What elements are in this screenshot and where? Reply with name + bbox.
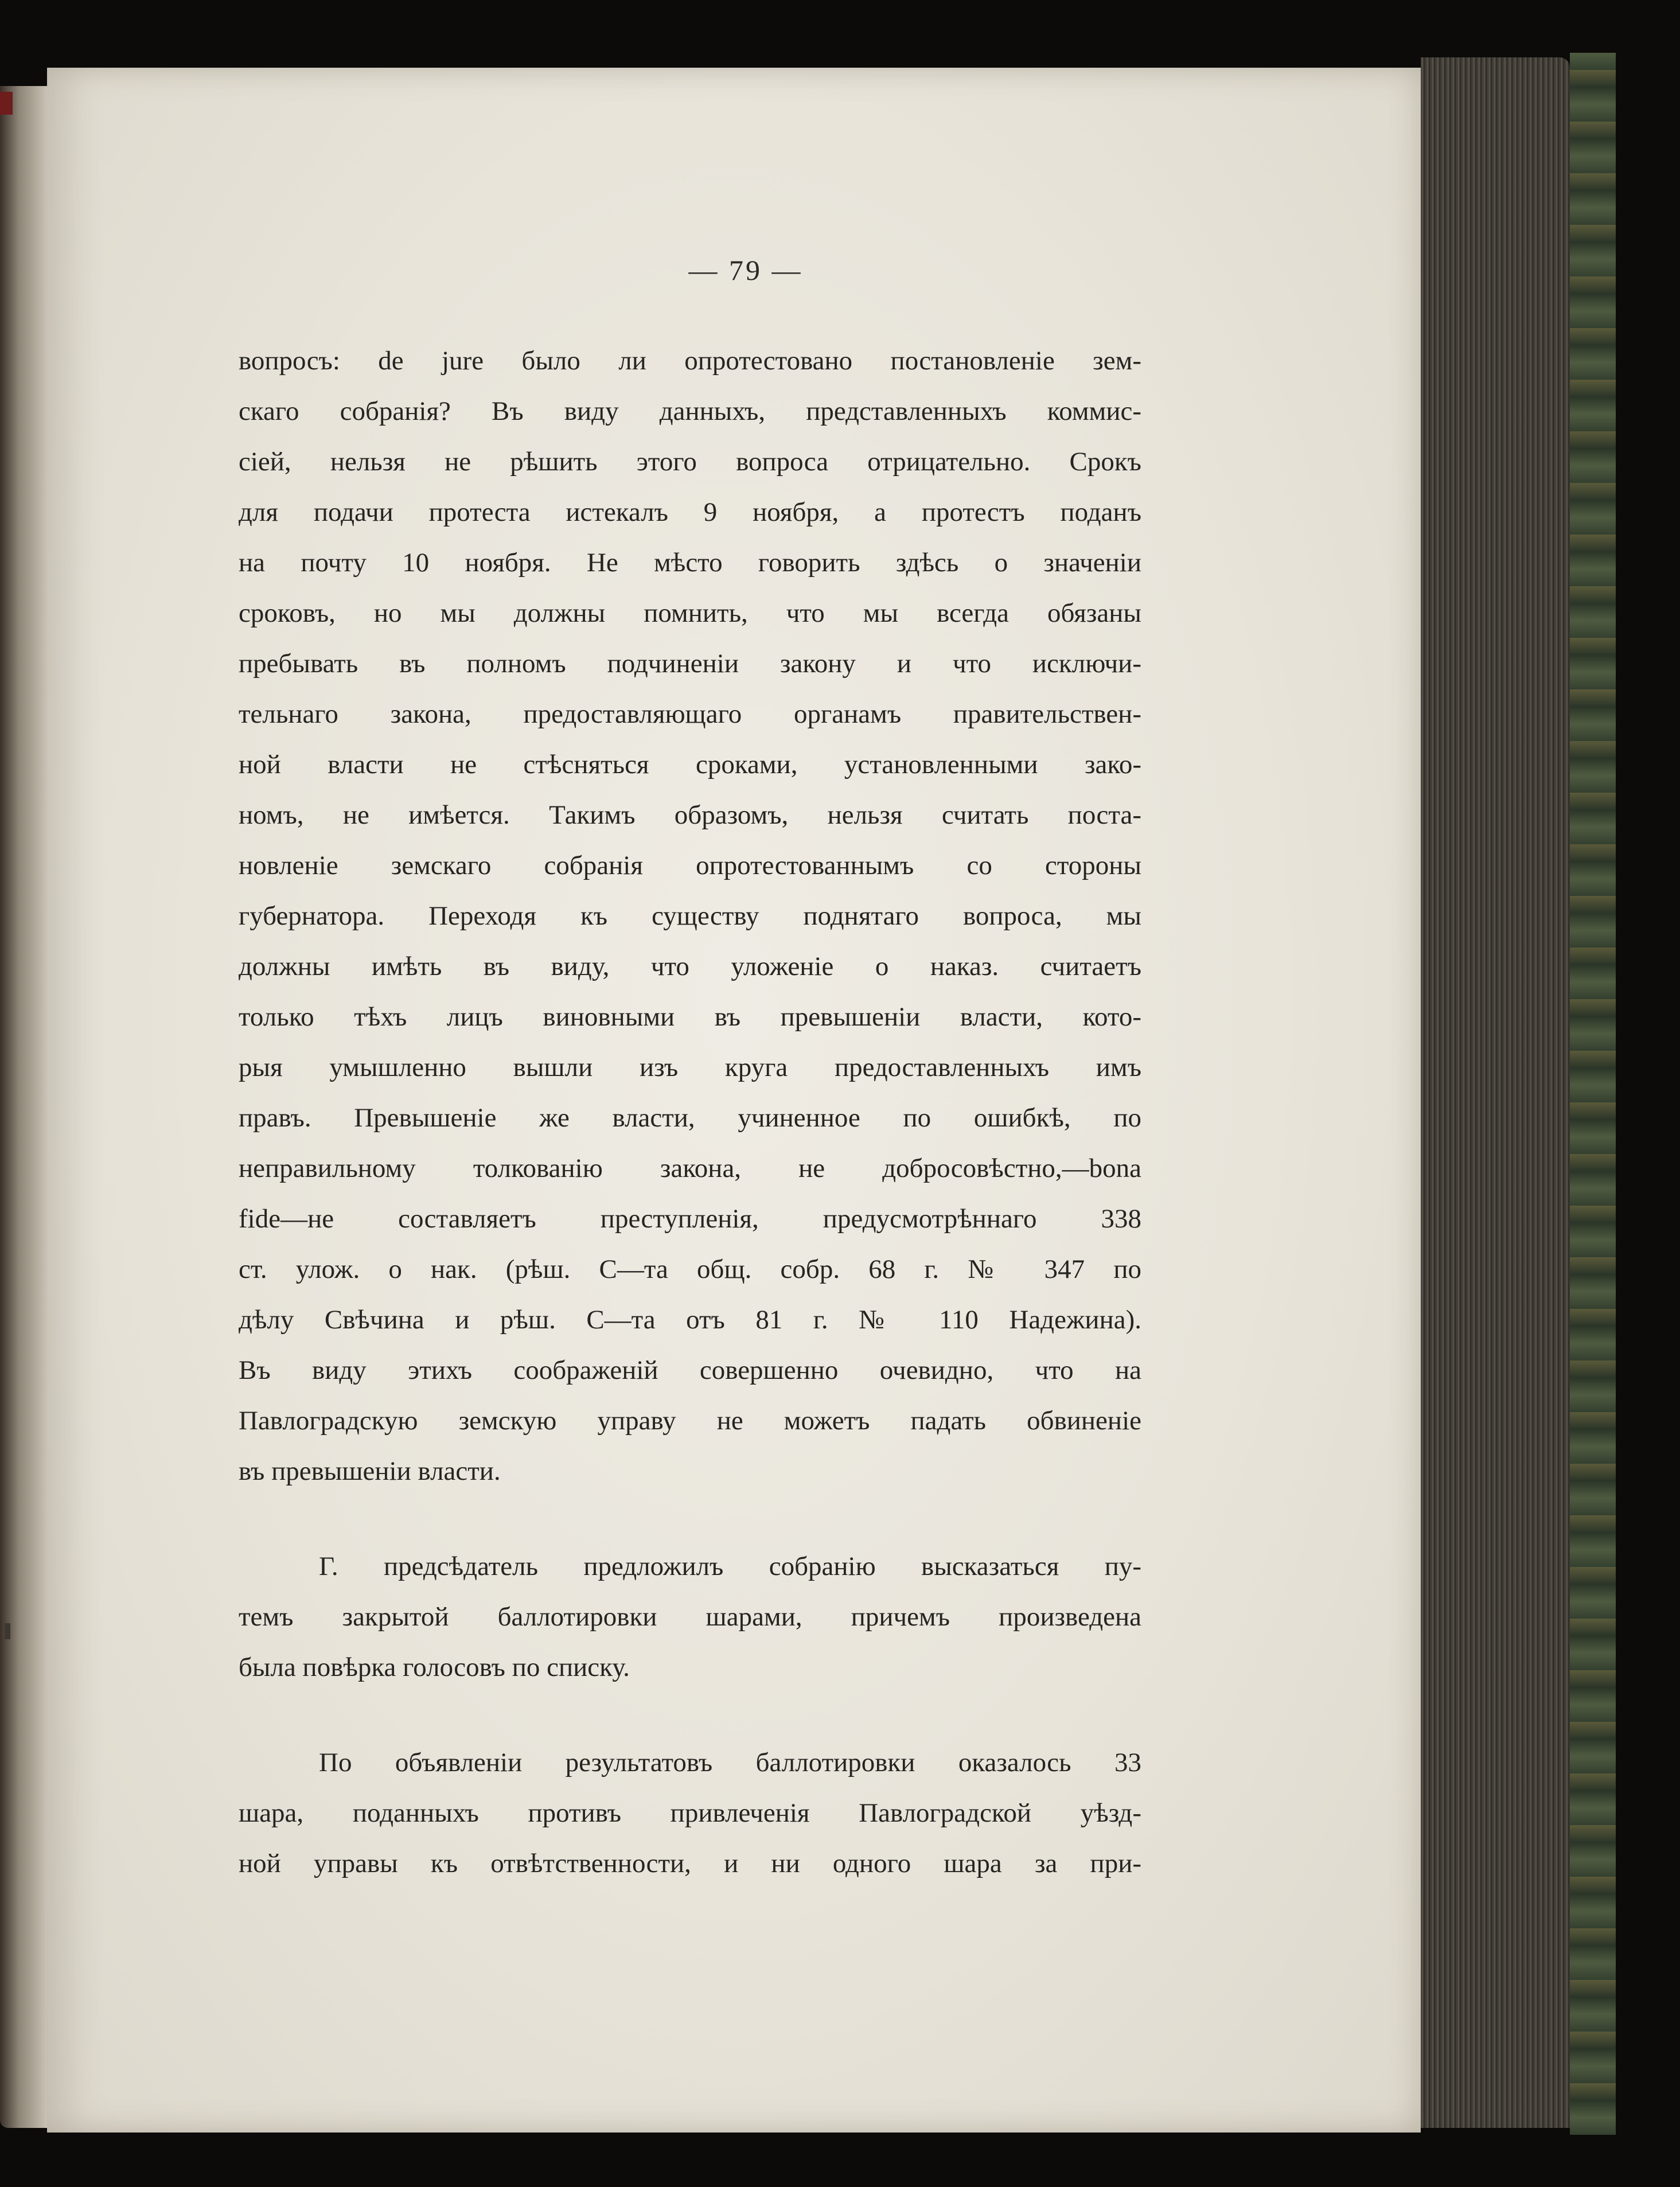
text-line: была повѣрка голосовъ по списку. [239,1652,630,1682]
text-line: Въ виду этихъ соображеній совершенно очевидно, что на [239,1355,1141,1385]
text-line: тельнаго закона, предоставляющаго органамъ правительствен- [239,699,1141,729]
text-line: Г. предсѣдатель предложилъ собранію высказаться пу- [319,1551,1141,1581]
text-line: новленіе земскаго собранія опротестованнымъ со стороны [239,851,1141,880]
paragraph-gap [239,1693,1141,1737]
text-line: для подачи протеста истекалъ 9 ноября, а протестъ поданъ [239,497,1141,527]
text-line: темъ закрытой баллотировки шарами, причемъ произведена [239,1602,1141,1632]
text-line: въ превышеніи власти. [239,1456,501,1486]
text-line: сроковъ, но мы должны помнить, что мы всегда обязаны [239,598,1141,628]
page-text [239,336,1141,1889]
text-line: ной власти не стѣсняться сроками, установленными зако- [239,750,1141,779]
text-line: на почту 10 ноября. Не мѣсто говорить здѣсь о значеніи [239,548,1141,578]
facing-page-edge [0,86,47,2128]
paragraph [239,1541,1141,1693]
book-cover-edge [1570,53,1616,2135]
paragraph-gap [239,1496,1141,1541]
text-line: должны имѣть въ виду, что уложеніе о наказ. считаетъ [239,952,1141,981]
text-line: только тѣхъ лицъ виновными въ превышеніи власти, кото- [239,1002,1141,1032]
text-line: ной управы къ отвѣтственности, и ни одного шара за при- [239,1849,1141,1878]
paragraph [239,1737,1141,1889]
text-line: ст. улож. о нак. (рѣш. С—та общ. собр. 68 г. № 347 по [239,1254,1141,1284]
text-line: По объявленіи результатовъ баллотировки оказалось 33 [319,1748,1141,1777]
text-line: сіей, нельзя не рѣшить этого вопроса отрицательно. Срокъ [239,447,1141,477]
text-line: неправильному толкованію закона, не добросовѣстно,—bona [239,1153,1141,1183]
gutter-mark [5,1623,10,1639]
text-line: правъ. Превышеніе же власти, учиненное по ошибкѣ, по [239,1103,1141,1133]
text-line: губернатора. Переходя къ существу поднятаго вопроса, мы [239,901,1141,931]
text-line: дѣлу Свѣчина и рѣш. С—та отъ 81 г. № 110 Надежина). [239,1305,1141,1335]
text-line: рыя умышленно вышли изъ круга предоставленныхъ имъ [239,1052,1141,1082]
page-number: — 79 — [688,254,803,286]
text-line: fide—не составляетъ преступленія, предусмотрѣннаго 338 [239,1204,1141,1234]
paragraph [239,336,1141,1496]
text-line: пребывать въ полномъ подчиненіи закону и что исключи- [239,649,1141,679]
facing-page-bookmark [0,92,13,115]
text-line: вопросъ: de jure было ли опротестовано постановленіе зем- [239,346,1141,376]
page-block-edge [1421,57,1570,2128]
text-line: номъ, не имѣется. Такимъ образомъ, нельзя считать поста- [239,800,1141,830]
text-line: скаго собранія? Въ виду данныхъ, представленныхъ коммис- [239,396,1141,426]
text-line: Павлоградскую земскую управу не можетъ падать обвиненіе [239,1406,1141,1436]
text-line: шара, поданныхъ противъ привлеченія Павлоградской уѣзд- [239,1798,1141,1828]
